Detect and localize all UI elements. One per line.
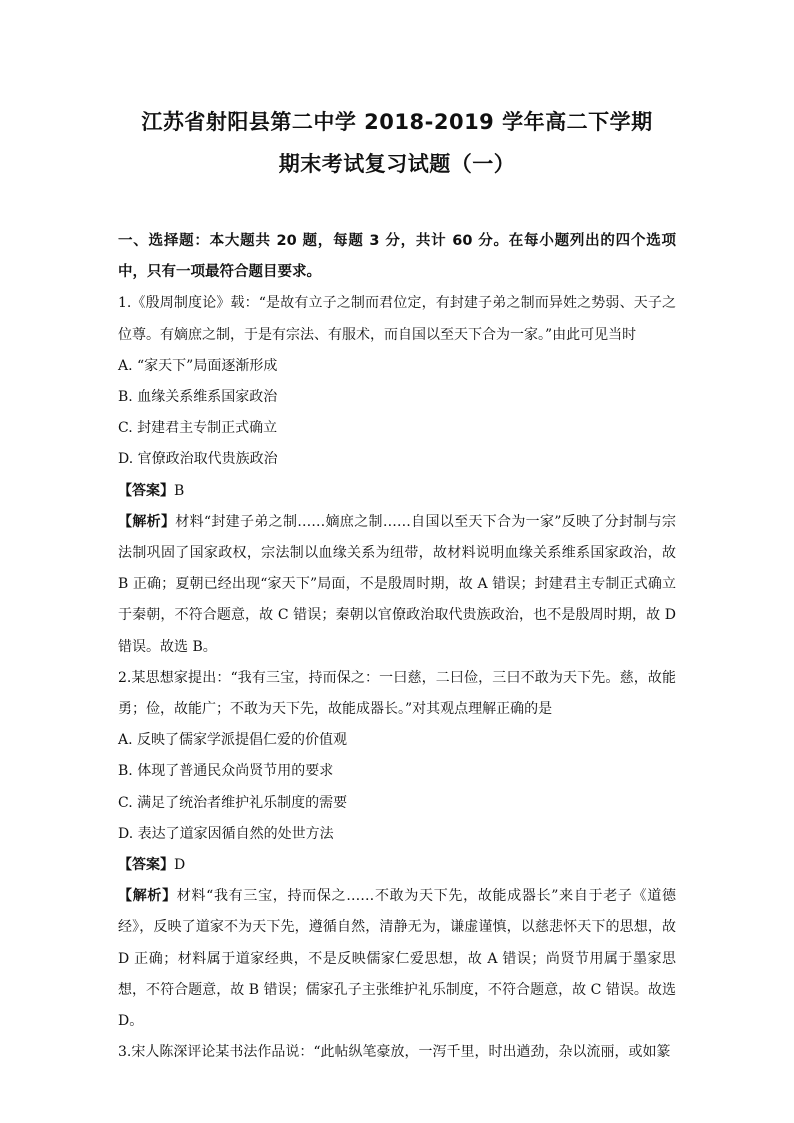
question-1-option-d: D. 官僚政治取代贵族政治 <box>118 451 278 468</box>
question-1-option-c: C. 封建君主专制正式确立 <box>118 420 278 437</box>
document-title-line1: 江苏省射阳县第二中学 2018-2019 学年高二下学期 <box>141 110 653 134</box>
answer-value: D <box>174 857 186 874</box>
question-2-analysis <box>118 881 676 1037</box>
question-2-option-c: C. 满足了统治者维护礼乐制度的需要 <box>118 794 348 811</box>
analysis-label: 【解析】 <box>118 888 177 905</box>
question-1-option-b: B. 血缘关系维系国家政治 <box>118 389 278 406</box>
document-title-line2: 期末考试复习试题（一） <box>278 152 516 176</box>
question-2-option-b: B. 体现了普通民众尚贤节用的要求 <box>118 763 334 780</box>
question-2-answer <box>118 850 676 881</box>
question-2-option-a: A. 反映了儒家学派提倡仁爱的价值观 <box>118 732 348 749</box>
analysis-text: 材料“封建子弟之制……嫡庶之制……自国以至天下合为一家”反映了分封制与宗法制巩固了国家政权，宗法制以血缘关系为纽带，故材料说明血缘关系维系国家政治，故 B 正确；夏朝已经出现“家天下”局面，不是殷周时期，故 A 错误；封建君主专制正式确立于秦朝，不符合题意，故 C 错误；秦朝以官僚政治取代贵族政治，也不是殷周时期，故 D 错误。故选 B。 <box>118 513 676 655</box>
question-3-stem: 3.宋人陈深评论某书法作品说：“此帖纵笔豪放，一泻千里，时出遒劲，杂以流丽，或如篆 <box>118 1044 671 1061</box>
question-1-stem: 1.《殷周制度论》载：“是故有立子之制而君位定，有封建子弟之制而异姓之势弱、天子之位尊。有嫡庶之制，于是有宗法、有服术，而自国以至天下合为一家。”由此可见当时 <box>118 295 676 343</box>
question-1-answer <box>118 476 676 507</box>
section-header: 一、选择题：本大题共 20 题，每题 3 分，共计 60 分。在每小题列出的四个选项中，只有一项最符合题目要求。 <box>118 233 676 281</box>
analysis-text: 材料“我有三宝，持而保之……不敢为天下先，故能成器长”来自于老子《道德经》，反映了道家不为天下先，遵循自然，清静无为，谦虚谨慎，以慈悲怀天下的思想，故 D 正确；材料属于道家经典，不是反映儒家仁爱思想，故 A 错误；尚贤节用属于墨家思想，不符合题意，故 B 错误；儒家孔子主张维护礼乐制度，不符合题意，故 C 错误。故选 D。 <box>118 888 676 1030</box>
answer-label: 【答案】 <box>118 482 174 499</box>
question-2-stem: 2.某思想家提出：“我有三宝，持而保之：一曰慈，二曰俭，三曰不敢为天下先。慈，故能勇；俭，故能广；不敢为天下先，故能成器长。”对其观点理解正确的是 <box>118 669 676 718</box>
answer-label: 【答案】 <box>118 857 174 874</box>
answer-value: B <box>174 482 185 499</box>
question-2-option-d: D. 表达了道家因循自然的处世方法 <box>118 825 334 842</box>
document-body <box>118 226 676 1068</box>
question-1-option-a: A. “家天下”局面逐渐形成 <box>118 357 278 374</box>
analysis-label: 【解析】 <box>118 513 176 530</box>
question-1-analysis <box>118 507 676 663</box>
